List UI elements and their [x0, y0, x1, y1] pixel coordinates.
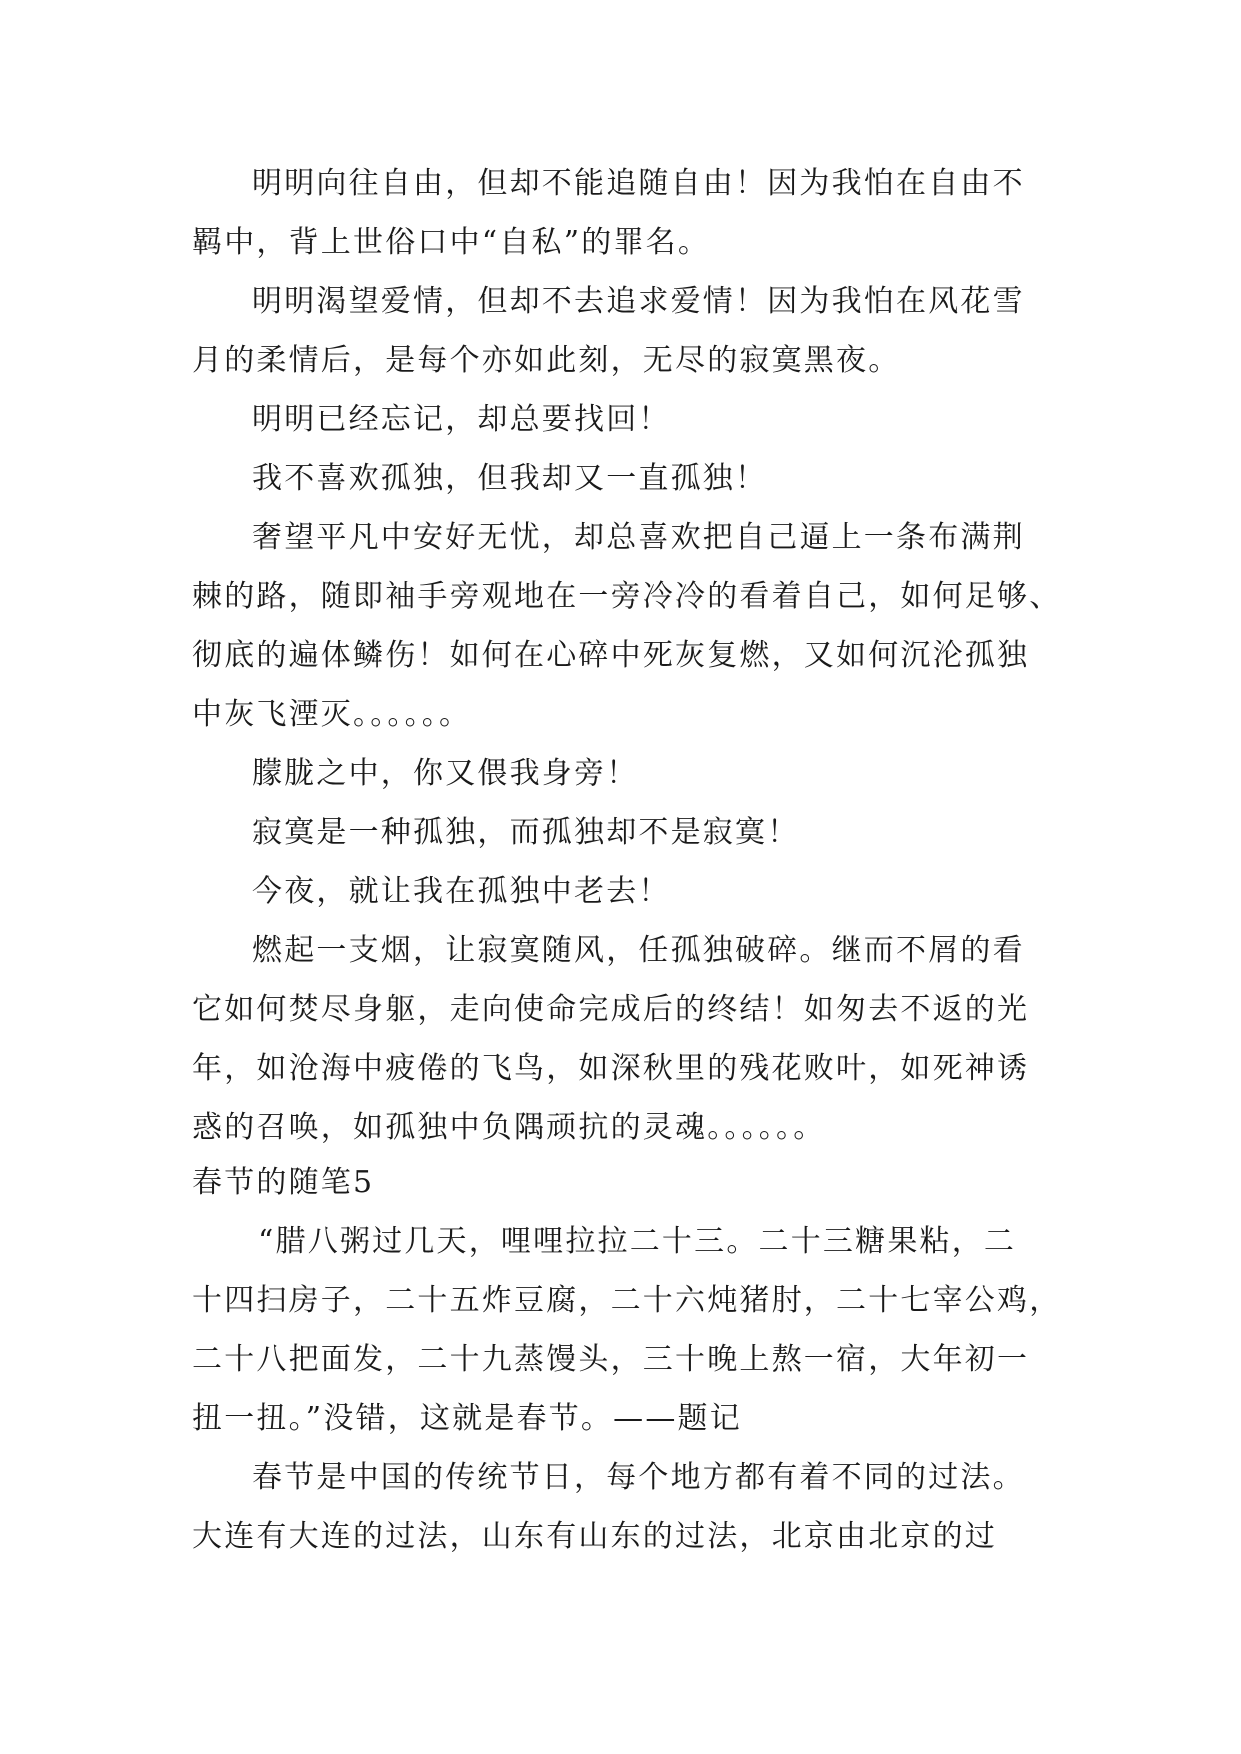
paragraph-line: 月的柔情后，是每个亦如此刻，无尽的寂寞黑夜。: [192, 343, 901, 378]
paragraph-line: 中灰飞湮灭。。。。。。: [192, 697, 472, 732]
paragraph-line: 大连有大连的过法，山东有山东的过法，北京由北京的过: [192, 1519, 997, 1554]
paragraph-line: 明明向往自由，但却不能追随自由！因为我怕在自由不: [252, 166, 1025, 201]
paragraph-line: 棘的路，随即袖手旁观地在一旁冷冷的看着自己，如何足够、: [192, 579, 1062, 614]
paragraph-line: 寂寞是一种孤独，而孤独却不是寂寞！: [252, 815, 800, 850]
paragraph-line: 扭一扭。”没错，这就是春节。——题记: [192, 1401, 742, 1436]
paragraph-line: 羁中，背上世俗口中“自私”的罪名。: [192, 225, 711, 260]
paragraph-line: 燃起一支烟，让寂寞随风，任孤独破碎。继而不屑的看: [252, 933, 1025, 968]
paragraph-line: 我不喜欢孤独，但我却又一直孤独！: [252, 461, 768, 496]
paragraph-line: 春节是中国的传统节日，每个地方都有着不同的过法。: [252, 1460, 1025, 1495]
paragraph-line: 今夜，就让我在孤独中老去！: [252, 874, 671, 909]
section-title: 春节的随笔5: [192, 1165, 375, 1200]
paragraph-line: 明明已经忘记，却总要找回！: [252, 402, 671, 437]
paragraph-line: “腊八粥过几天，哩哩拉拉二十三。二十三糖果粘，二: [258, 1224, 1017, 1259]
paragraph-line: 彻底的遍体鳞伤！如何在心碎中死灰复燃，又如何沉沦孤独: [192, 638, 1030, 673]
paragraph-line: 明明渴望爱情，但却不去追求爱情！因为我怕在风花雪: [252, 284, 1025, 319]
paragraph-line: 奢望平凡中安好无忧，却总喜欢把自己逼上一条布满荆: [252, 520, 1025, 555]
paragraph-line: 年，如沧海中疲倦的飞鸟，如深秋里的残花败叶，如死神诱: [192, 1051, 1030, 1086]
paragraph-line: 它如何焚尽身躯，走向使命完成后的终结！如匆去不返的光: [192, 992, 1030, 1027]
paragraph-line: 十四扫房子，二十五炸豆腐，二十六炖猪肘，二十七宰公鸡，: [192, 1283, 1062, 1318]
paragraph-line: 朦胧之中，你又偎我身旁！: [252, 756, 639, 791]
paragraph-line: 二十八把面发，二十九蒸馒头，三十晚上熬一宿，大年初一: [192, 1342, 1030, 1377]
paragraph-line: 惑的召唤，如孤独中负隅顽抗的灵魂。。。。。。: [192, 1110, 826, 1145]
